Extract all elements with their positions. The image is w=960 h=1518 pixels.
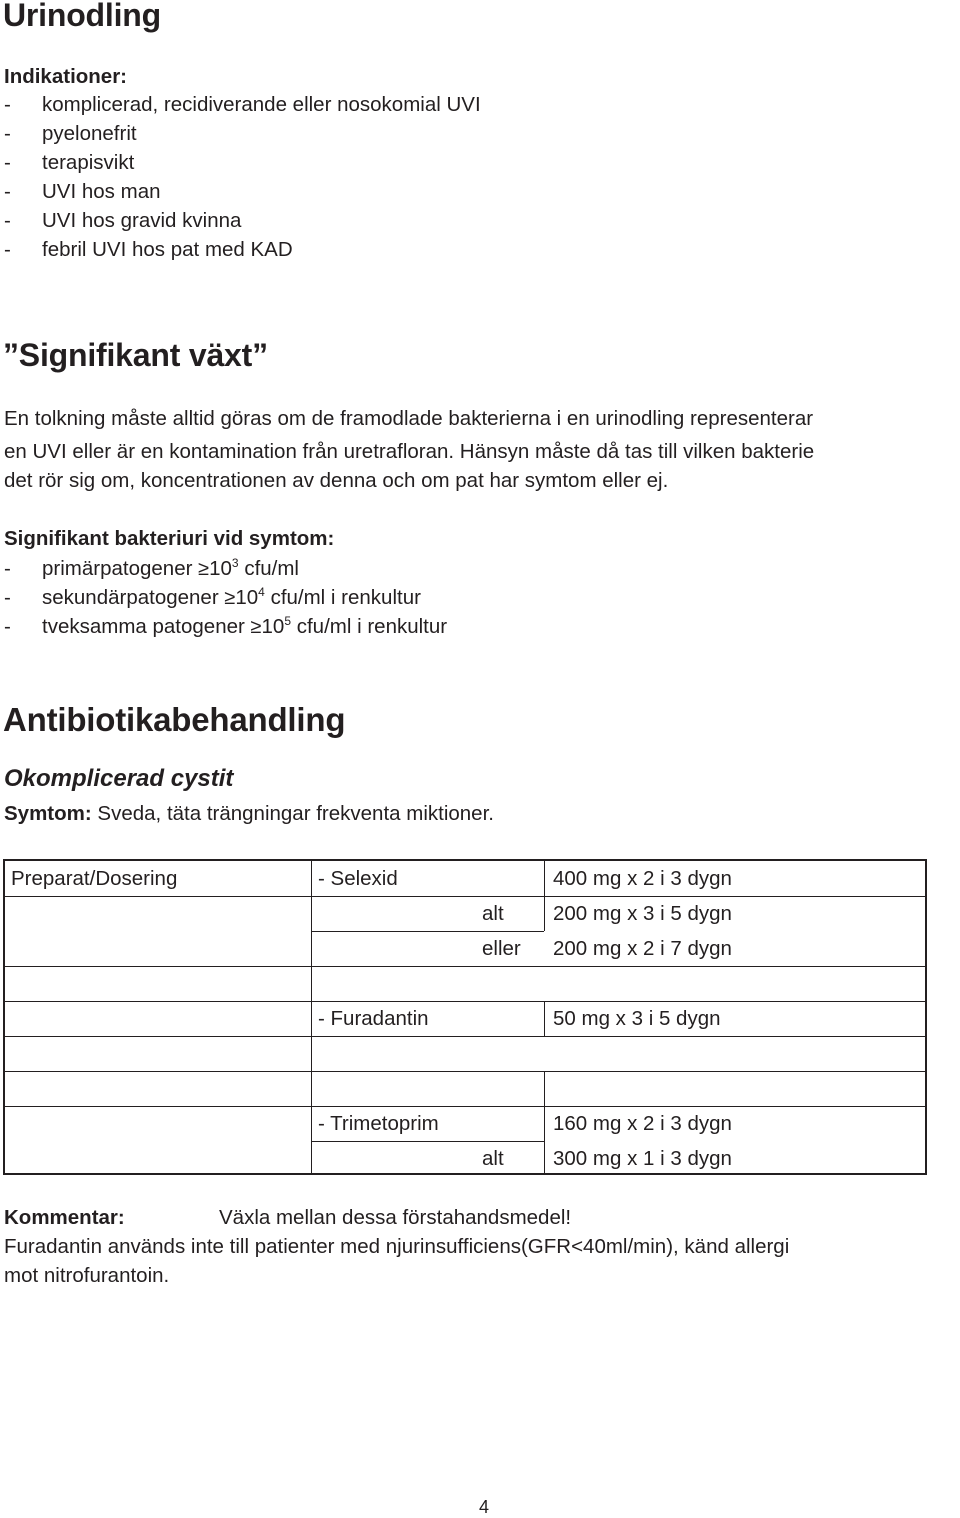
- symptom-line: [4, 799, 494, 828]
- list-item: - komplicerad, recidiverande eller nosokomial UVI: [4, 93, 481, 116]
- comment-label: Kommentar:: [4, 1206, 125, 1229]
- table-divider: [5, 966, 926, 967]
- list-item: - UVI hos gravid kvinna: [4, 209, 242, 232]
- list-item: - terapisvikt: [4, 151, 135, 174]
- list-item: - UVI hos man: [4, 180, 161, 203]
- dose: 300 mg x 1 i 3 dygn: [553, 1147, 732, 1170]
- table-divider: [5, 896, 311, 897]
- table-divider: [311, 1141, 544, 1142]
- note-line: Furadantin används inte till patienter med njurinsufficiens(GFR<40ml/min), känd allergi: [4, 1235, 790, 1258]
- drug-name: - Selexid: [318, 867, 398, 890]
- table-divider: [311, 861, 312, 1173]
- list-item: - pyelonefrit: [4, 122, 137, 145]
- table-header: Preparat/Dosering: [11, 867, 178, 890]
- symptom-text: Sveda, täta trängningar frekventa miktioner.: [97, 802, 494, 825]
- list-item: - tveksamma patogener $\ge 10^5$ cfu/ml i renkultur: [4, 614, 448, 638]
- drug-name: - Furadantin: [318, 1007, 429, 1030]
- symptom-label: Symtom:: [4, 802, 92, 825]
- table-divider: [5, 1001, 926, 1002]
- page-number: 4: [479, 1497, 490, 1517]
- dosage-table: [3, 859, 927, 1175]
- drug-name: - Trimetoprim: [318, 1112, 439, 1135]
- bacteriuria-heading: Signifikant bakteriuri vid symtom:: [4, 527, 335, 550]
- dose: 160 mg x 2 i 3 dygn: [553, 1112, 732, 1135]
- dose: 50 mg x 3 i 5 dygn: [553, 1007, 721, 1030]
- table-divider: [311, 896, 926, 897]
- comment-text: Växla mellan dessa förstahandsmedel!: [219, 1206, 572, 1229]
- alternative-label: eller: [482, 937, 521, 960]
- table-divider: [544, 1071, 545, 1175]
- paragraph-line: en UVI eller är en kontamination från uretrafloran. Hänsyn måste då tas till vilken bakterie: [4, 440, 815, 463]
- dose: 200 mg x 3 i 5 dygn: [553, 902, 732, 925]
- table-divider: [5, 1036, 926, 1037]
- section-heading-significant: ”Signifikant växt”: [3, 337, 268, 373]
- dose: 400 mg x 2 i 3 dygn: [553, 867, 732, 890]
- table-divider: [544, 1001, 545, 1036]
- table-divider: [311, 931, 544, 932]
- list-item: - febril UVI hos pat med KAD: [4, 238, 293, 261]
- indications-heading: Indikationer:: [4, 65, 128, 88]
- subheading-cystitis: Okomplicerad cystit: [4, 765, 234, 792]
- page-title: Urinodling: [3, 0, 161, 33]
- list-item: - sekundärpatogener $\ge 10^4$ cfu/ml i renkultur: [4, 585, 421, 609]
- table-divider: [5, 1071, 926, 1072]
- table-divider: [5, 1106, 926, 1107]
- paragraph-line: det rör sig om, koncentrationen av denna och om pat har symtom eller ej.: [4, 469, 669, 492]
- list-item: - primärpatogener $\ge 10^3$ cfu/ml: [4, 556, 299, 580]
- dose: 200 mg x 2 i 7 dygn: [553, 937, 732, 960]
- note-line: mot nitrofurantoin.: [4, 1264, 170, 1287]
- paragraph-line: En tolkning måste alltid göras om de framodlade bakterierna i en urinodling representerar: [4, 407, 814, 430]
- section-heading-treatment: Antibiotikabehandling: [3, 701, 346, 738]
- alternative-label: alt: [482, 1147, 504, 1170]
- alternative-label: alt: [482, 902, 504, 925]
